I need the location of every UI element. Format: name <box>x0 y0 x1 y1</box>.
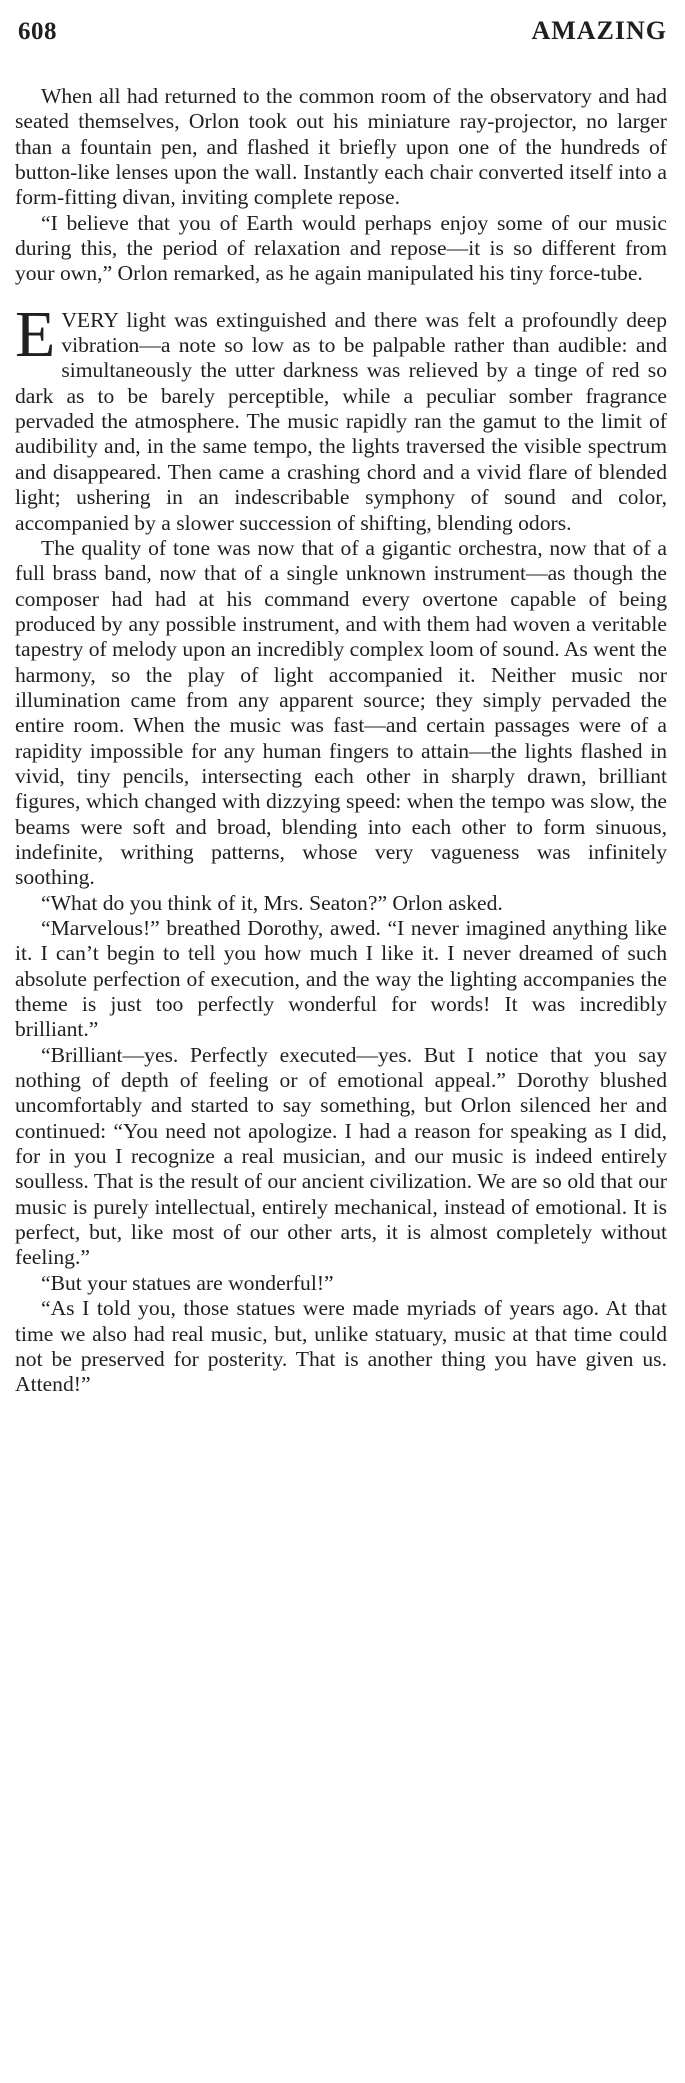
section-opening-text: VERY light was extinguished and there was felt a profoundly deep vibration—a note so low as to be palpable rather than audible: and simultaneously the utter darkness was relieved by a tinge of red so dark as to be barely perceptible, while a peculiar somber fragrance pervaded the atmosphere. The music rapidly ran the gamut to the limit of audibility and, in the same tempo, the lights traversed the visible spectrum and disappeared. Then came a crashing chord and a vivid flare of blended light; ushering in an indescribable symphony of sound and color, accompanied by a slower succession of shifting, blending odors. <box>15 307 667 535</box>
paragraph: When all had returned to the common room of the observatory and had seated themselves, Orlon took out his miniature ray-projector, no larger than a fountain pen, and flashed it briefly upon one of the hundreds of button-like lenses upon the wall. Instantly each chair converted itself into a form-fitting divan, inviting complete repose. <box>15 84 667 210</box>
paragraph: “What do you think of it, Mrs. Seaton?” Orlon asked. <box>41 890 503 915</box>
page-number: 608 <box>18 18 57 45</box>
paragraph: “Brilliant—yes. Perfectly executed—yes. But I notice that you say nothing of depth of feeling or of emotional appeal.” Dorothy blushed uncomfortably and started to say something, but Orlon silenced her and continued: “You need not apologize. I had a reason for speaking as I did, for in you I recognize a real musician, and our music is indeed entirely soulless. That is the result of our ancient civilization. We are so old that our music is purely intellectual, entirely mechanical, instead of emotional. It is perfect, but, like most of our other arts, it is almost completely without feeling.” <box>15 1042 667 1270</box>
drop-cap: E <box>15 297 56 371</box>
paragraph: “Marvelous!” breathed Dorothy, awed. “I never imagined anything like it. I can’t begin to tell you how much I like it. I never dreamed of such absolute perfection of execution, and the way the lighting accompanies the theme is just too perfectly wonderful for words! It was incredibly brilliant.” <box>15 916 667 1042</box>
paragraph: The quality of tone was now that of a gigantic orchestra, now that of a full brass band, now that of a single unknown instrument—as though the composer had had at his command every overtone capable of being produced by any possible instrument, and with them had woven a veritable tapestry of melody upon an incredibly complex loom of sound. As went the harmony, so the play of light accompanied it. Neither music nor illumination came from any apparent source; they simply pervaded the entire room. When the music was fast—and certain passages were of a rapidity impossible for any human fingers to attain—the lights flashed in vivid, tiny pencils, intersecting each other in sharply drawn, brilliant figures, which changed with dizzying speed: when the tempo was slow, the beams were soft and broad, blending into each other to form sinuous, indefinite, writhing patterns, whose very vagueness was infinitely soothing. <box>15 535 667 890</box>
running-title: AMAZING <box>531 16 667 45</box>
paragraph: “I believe that you of Earth would perhaps enjoy some of our music during this, the period of relaxation and repose—it is so different from your own,” Orlon remarked, as he again manipulated his tiny force-tube. <box>15 210 667 286</box>
paragraph: “But your statues are wonderful!” <box>41 1270 334 1295</box>
paragraph: “As I told you, those statues were made myriads of years ago. At that time we also had real music, but, unlike statuary, music at that time could not be preserved for posterity. That is another thing you have given us. Attend!” <box>15 1296 667 1397</box>
article-body <box>15 84 667 1398</box>
section-opening-paragraph <box>15 297 667 536</box>
page-header <box>15 0 667 50</box>
